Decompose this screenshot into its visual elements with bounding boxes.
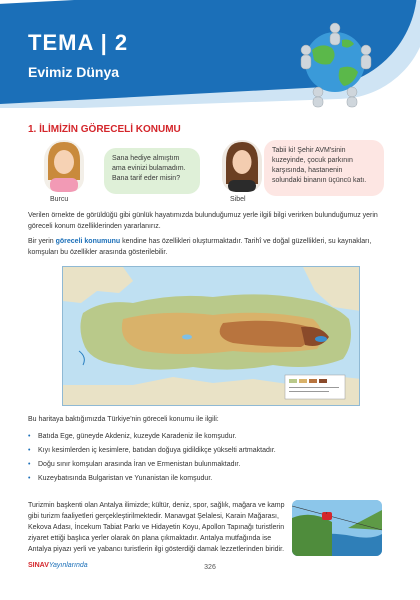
sibel-line-3: karşısında, hastanenin xyxy=(272,167,343,174)
burcu-line-3: Bana tarif eder misin? xyxy=(112,175,181,182)
p2-after: kendine has özellikleri oluşturmaktadır. Tarihî ve doğal güzellikleri, su kaynakları, komşuları bu özellikler arasında gösterilebilir. xyxy=(28,238,372,256)
burcu-speech-bubble xyxy=(104,148,200,194)
list-item: • Doğu sınır komşuları arasında İran ve Ermenistan bulunmaktadır. xyxy=(28,458,392,472)
logo-part-2: Yayınlarında xyxy=(48,562,88,569)
list-item: • Kıyı kesimlerden iç kesimlere, batıdan doğuya gidildikçe yükselti artmaktadır. xyxy=(28,444,392,458)
burcu-line-1: Sana hediye almıştım xyxy=(112,155,180,162)
burcu-line-2: ama evinizi bulamadım. xyxy=(112,165,186,172)
lesson-heading: 1. İLİMİZİN GÖRECELİ KONUMU xyxy=(28,124,181,135)
tema-title: TEMA | 2 xyxy=(28,30,129,55)
sibel-name: Sibel xyxy=(230,196,246,203)
globe-people-icon xyxy=(290,20,380,108)
burcu-photo xyxy=(44,140,84,192)
sibel-line-4: solundaki binanın üçüncü katı. xyxy=(272,177,367,184)
list-item: • Batıda Ege, güneyde Akdeniz, kuzeyde Karadeniz ile komşudur. xyxy=(28,430,392,444)
sibel-line-2: kuzeyinde, çocuk parkının xyxy=(272,157,353,164)
section-title: Evimiz Dünya xyxy=(28,64,120,80)
location-facts-list xyxy=(28,430,392,486)
sibel-line-1: Tabii ki! Şehir AVM'sinin xyxy=(272,147,346,154)
page-number: 326 xyxy=(204,564,216,571)
list-item: • Kuzeybatısında Bulgaristan ve Yunanistan ile komşudur. xyxy=(28,472,392,486)
paragraph-antalya: Turizmin başkenti olan Antalya ilimizde; kültür, deniz, spor, sağlık, mağara ve kamp gibi turizm faaliyetleri gerçekleştirilmektedir. Manavgat Şelalesi, Karain Mağarası, Kekova Adası, İncekum Tabiat Parkı ve Hidayetin Koyu, Apollon Tapınağı turistlerin ziyaret ettiği başlıca yerler olarak ön plana çıkmaktadır. Antalya mutfağında ise Antalya piyazı yerli ve yabancı turistlerin ilgi gösterdiği damak lezzetlerinden biridir. xyxy=(28,502,285,553)
turkey-physical-map xyxy=(62,266,360,406)
antalya-cable-car-photo xyxy=(292,500,382,556)
sibel-speech-bubble xyxy=(264,140,384,196)
paragraph-map-intro: Bu haritaya baktığımızda Türkiye'nin göreceli konumu ile ilgili: xyxy=(28,416,219,423)
paragraph-intro: Verilen örnekte de görüldüğü gibi günlük hayatımızda bulunduğumuz yerle ilgili bilgi verirken bulunduğumuz yerin göreceli konum özelliklerinden yararlanırız. xyxy=(28,212,378,230)
logo-part-1: SINAV xyxy=(28,562,49,569)
p2-before: Bir yerin xyxy=(28,238,56,245)
p2-highlight: göreceli konumunu xyxy=(55,238,121,245)
sibel-photo xyxy=(222,140,262,192)
paragraph-relative-location xyxy=(28,236,392,258)
burcu-name: Burcu xyxy=(50,196,69,203)
